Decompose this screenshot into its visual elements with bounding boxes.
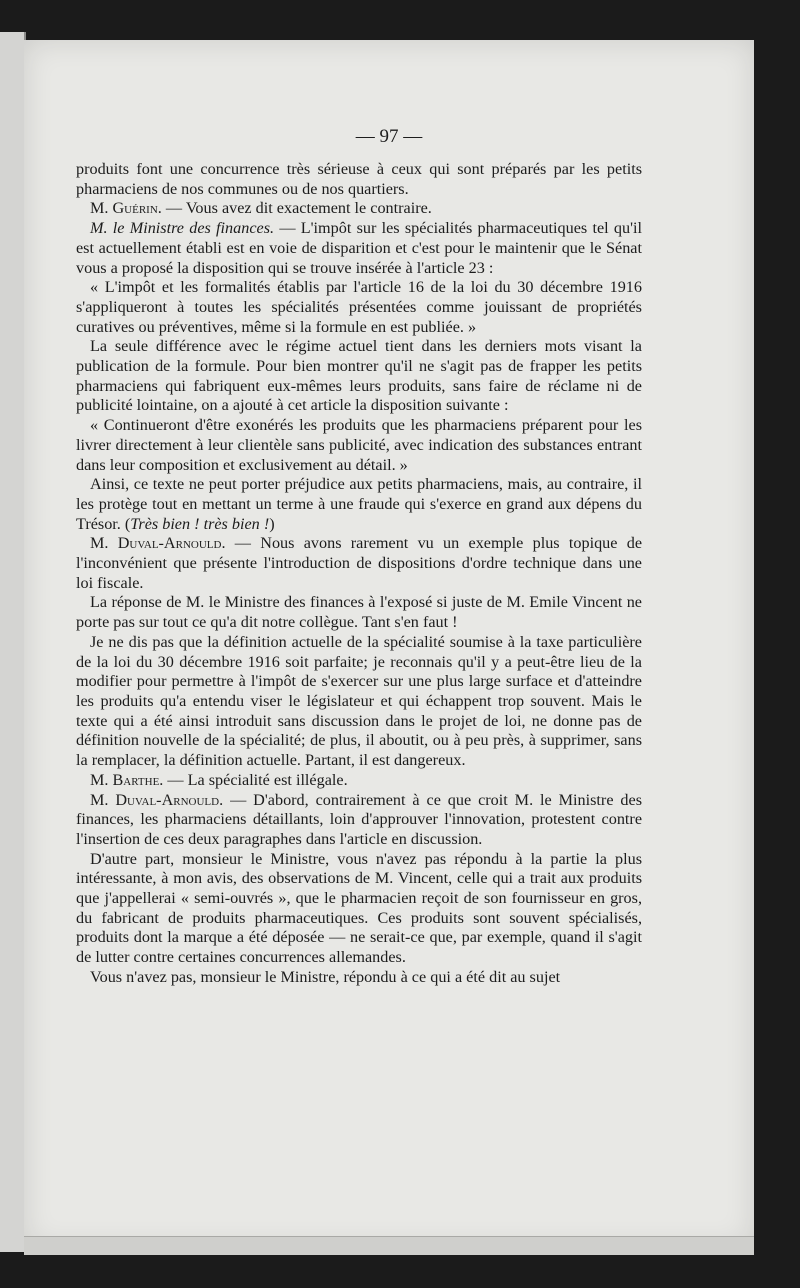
paragraph-2 xyxy=(76,199,642,219)
speaker-name: M. Duval-Arnould. xyxy=(90,790,224,809)
speech-text: — Nous avons rarement vu un exemple plus topique de l'inconvénient que présente l'introduction de dispositions d'ordre technique dans une loi fiscale. xyxy=(76,534,642,592)
speech-text: — D'abord, contrairement à ce que croit M. le Ministre des finances, les pharmaciens détaillants, loin d'approuver l'innovation, protestent contre l'insertion de ces deux paragraphes dans l'article en discussion. xyxy=(76,790,642,848)
paragraph-3 xyxy=(76,219,642,278)
paragraph-14: Vous n'avez pas, monsieur le Ministre, répondu à ce qui a été dit au sujet xyxy=(90,967,561,986)
paragraph-11 xyxy=(76,771,642,791)
paragraph-10: Je ne dis pas que la définition actuelle de la spécialité soumise à la taxe particulière de la loi du 30 décembre 1916 soit parfaite; je reconnais qu'il y a peut-être lieu de la modifier pour permettre à l'impôt de s'exercer sur une plus large surface et d'atteindre les produits qu'a entendu viser le législateur et qui échappent trop souvent. Mais le texte qui a été ainsi introduit sans discussion dans le projet de loi, ne donne pas de définition nouvelle de la spécialité; de plus, il aboutit, ou à peu près, à supprimer, sans la remplacer, la définition actuelle. Partant, il est dangereux. xyxy=(76,632,642,770)
closing-paren: ) xyxy=(269,514,275,533)
applause-note: Très bien ! très bien ! xyxy=(130,514,270,533)
page-number: — 97 — xyxy=(355,126,423,147)
paragraph-1: produits font une concurrence très sérieuse à ceux qui sont préparés par les petits pharmaciens de nos communes ou de nos quartiers. xyxy=(76,160,642,198)
speech-text: — La spécialité est illégale. xyxy=(163,770,348,789)
scanned-page xyxy=(24,40,754,1248)
paragraph-6: « Continueront d'être exonérés les produits que les pharmaciens préparent pour les livrer directement à leur clientèle sans publicité, avec indication des substances entrant dans leur composition et exclusivement au détail. » xyxy=(76,416,642,474)
page-bottom-edge xyxy=(24,1236,754,1255)
paragraph-5: La seule différence avec le régime actuel tient dans les derniers mots visant la publication de la formule. Pour bien montrer qu'il ne s'agit pas de frapper les petits pharmaciens qui fabriquent eux-mêmes leurs produits, sans faire de réclame ni de publicité lointaine, on a ajouté à cet article la disposition suivante : xyxy=(76,337,642,415)
paragraph-9: La réponse de M. le Ministre des finances à l'exposé si juste de M. Emile Vincent ne porte pas sur tout ce qu'a dit notre collègue. Tant s'en faut ! xyxy=(76,593,642,632)
speaker-name: M. le Ministre des finances. xyxy=(90,219,275,238)
speech-text: Ainsi, ce texte ne peut porter préjudice aux petits pharmaciens, mais, au contraire, il les protège tout en mettant un terme à une fraude qui s'exerce en grand aux dépens du Trésor. ( xyxy=(76,475,642,533)
paragraph-7 xyxy=(76,475,642,534)
speech-text: — Vous avez dit exactement le contraire. xyxy=(161,199,432,218)
body-text xyxy=(76,160,642,988)
speaker-name: M. Guérin. xyxy=(90,199,162,218)
speaker-name: M. Duval-Arnould. xyxy=(90,534,226,553)
paragraph-4: « L'impôt et les formalités établis par l'article 16 de la loi du 30 décembre 1916 s'appliqueront à toutes les spécialités présentées comme jouissant de propriétés curatives ou préventives, même si la formule en est publiée. » xyxy=(76,278,642,336)
facing-page-edge xyxy=(0,32,26,1252)
paragraph-8 xyxy=(76,534,642,593)
speech-text: — L'impôt sur les spécialités pharmaceutiques tel qu'il est actuellement établi est en voie de disparition et c'est pour le maintenir que le Sénat vous a proposé la disposition qui se trouve insérée à l'article 23 : xyxy=(76,219,642,277)
speaker-name: M. Barthe. xyxy=(90,770,164,789)
paragraph-13: D'autre part, monsieur le Ministre, vous n'avez pas répondu à la partie la plus intéressante, à mon avis, des observations de M. Vincent, celle qui a trait aux produits que j'appellerai « semi-ouvrés », que le pharmacien reçoit de son fournisseur en gros, du fabricant de produits pharmaceutiques. Ces produits sont souvent spécialisés, produits dont la marque a été déposée — ne serait-ce que, par exemple, quand il s'agit de lutter contre certaines concurrences allemandes. xyxy=(76,849,642,967)
paragraph-12 xyxy=(76,791,642,850)
